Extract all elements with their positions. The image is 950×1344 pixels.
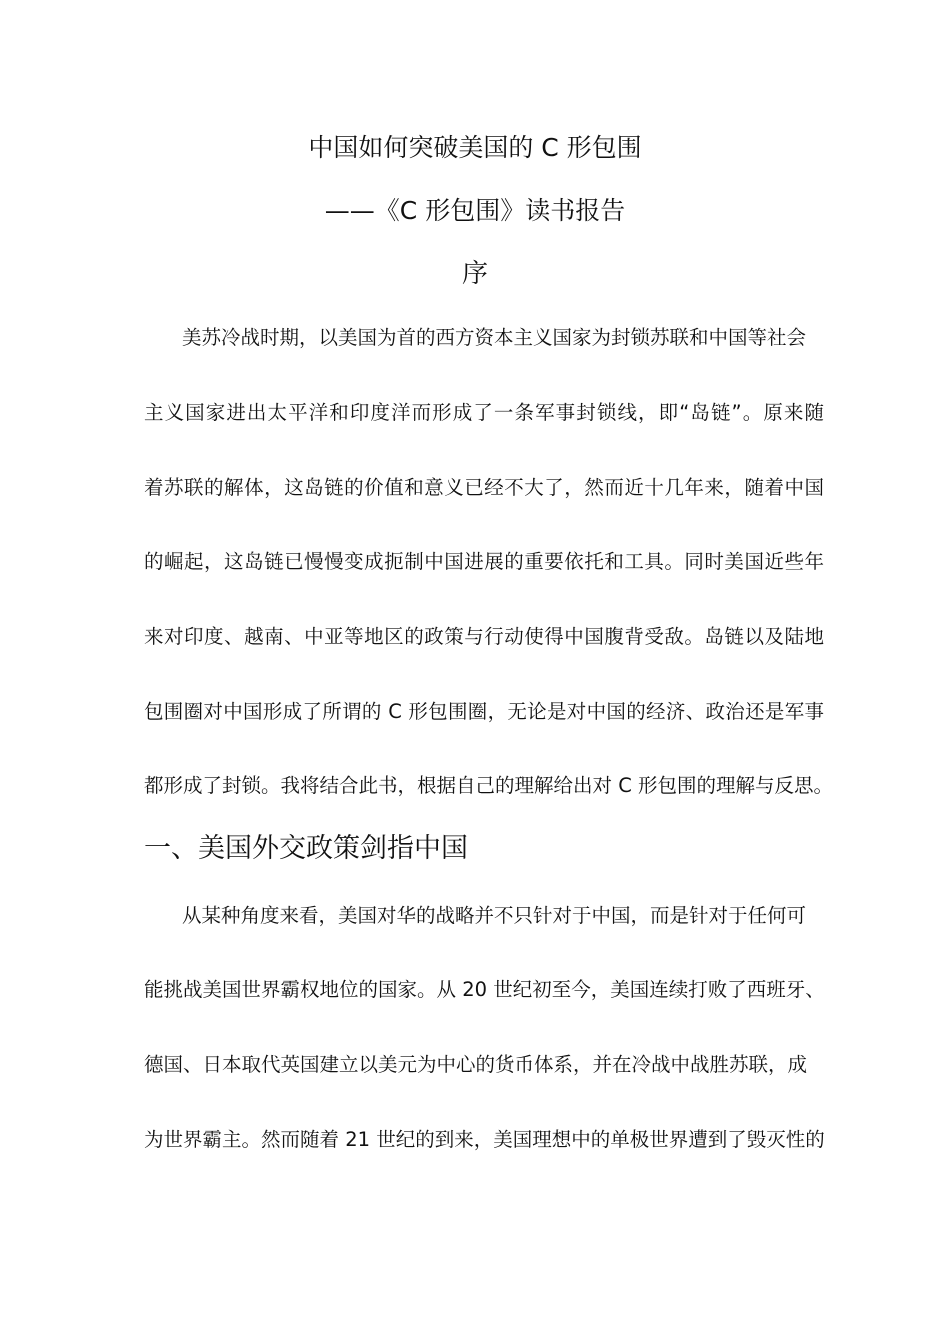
paragraph-line: 能挑战美国世界霸权地位的国家。从 20 世纪初至今，美国连续打败了西班牙、: [144, 978, 825, 1001]
paragraph-line: 为世界霸主。然而随着 21 世纪的到来，美国理想中的单极世界遭到了毁灭性的: [144, 1128, 825, 1151]
paragraph-line: 都形成了封锁。我将结合此书，根据自己的理解给出对 C 形包围的理解与反思。: [144, 774, 834, 797]
paragraph-line: 着苏联的解体，这岛链的价值和意义已经不大了，然而近十几年来，随着中国: [144, 476, 824, 499]
paragraph-line: 来对印度、越南、中亚等地区的政策与行动使得中国腹背受敌。岛链以及陆地: [144, 625, 824, 648]
paragraph-line: 主义国家进出太平洋和印度洋而形成了一条军事封锁线，即“岛链”。原来随: [144, 401, 824, 424]
paragraph-line: 德国、日本取代英国建立以美元为中心的货币体系，并在冷战中战胜苏联，成: [144, 1053, 808, 1076]
paragraph-line: 从某种角度来看，美国对华的战略并不只针对于中国，而是针对于任何可: [182, 904, 807, 927]
paragraph-line: 包围圈对中国形成了所谓的 C 形包围圈，无论是对中国的经济、政治还是军事: [144, 700, 824, 723]
paragraph-line: 的崛起，这岛链已慢慢变成扼制中国进展的重要依托和工具。同时美国近些年: [144, 550, 824, 573]
document-title: 中国如何突破美国的 C 形包围: [308, 133, 642, 162]
section-heading: 一、美国外交政策剑指中国: [144, 833, 468, 864]
paragraph-line: 美苏冷战时期，以美国为首的西方资本主义国家为封锁苏联和中国等社会: [182, 326, 807, 349]
document-subtitle: ——《C 形包围》读书报告: [324, 196, 626, 225]
preface-heading: 序: [461, 259, 488, 289]
